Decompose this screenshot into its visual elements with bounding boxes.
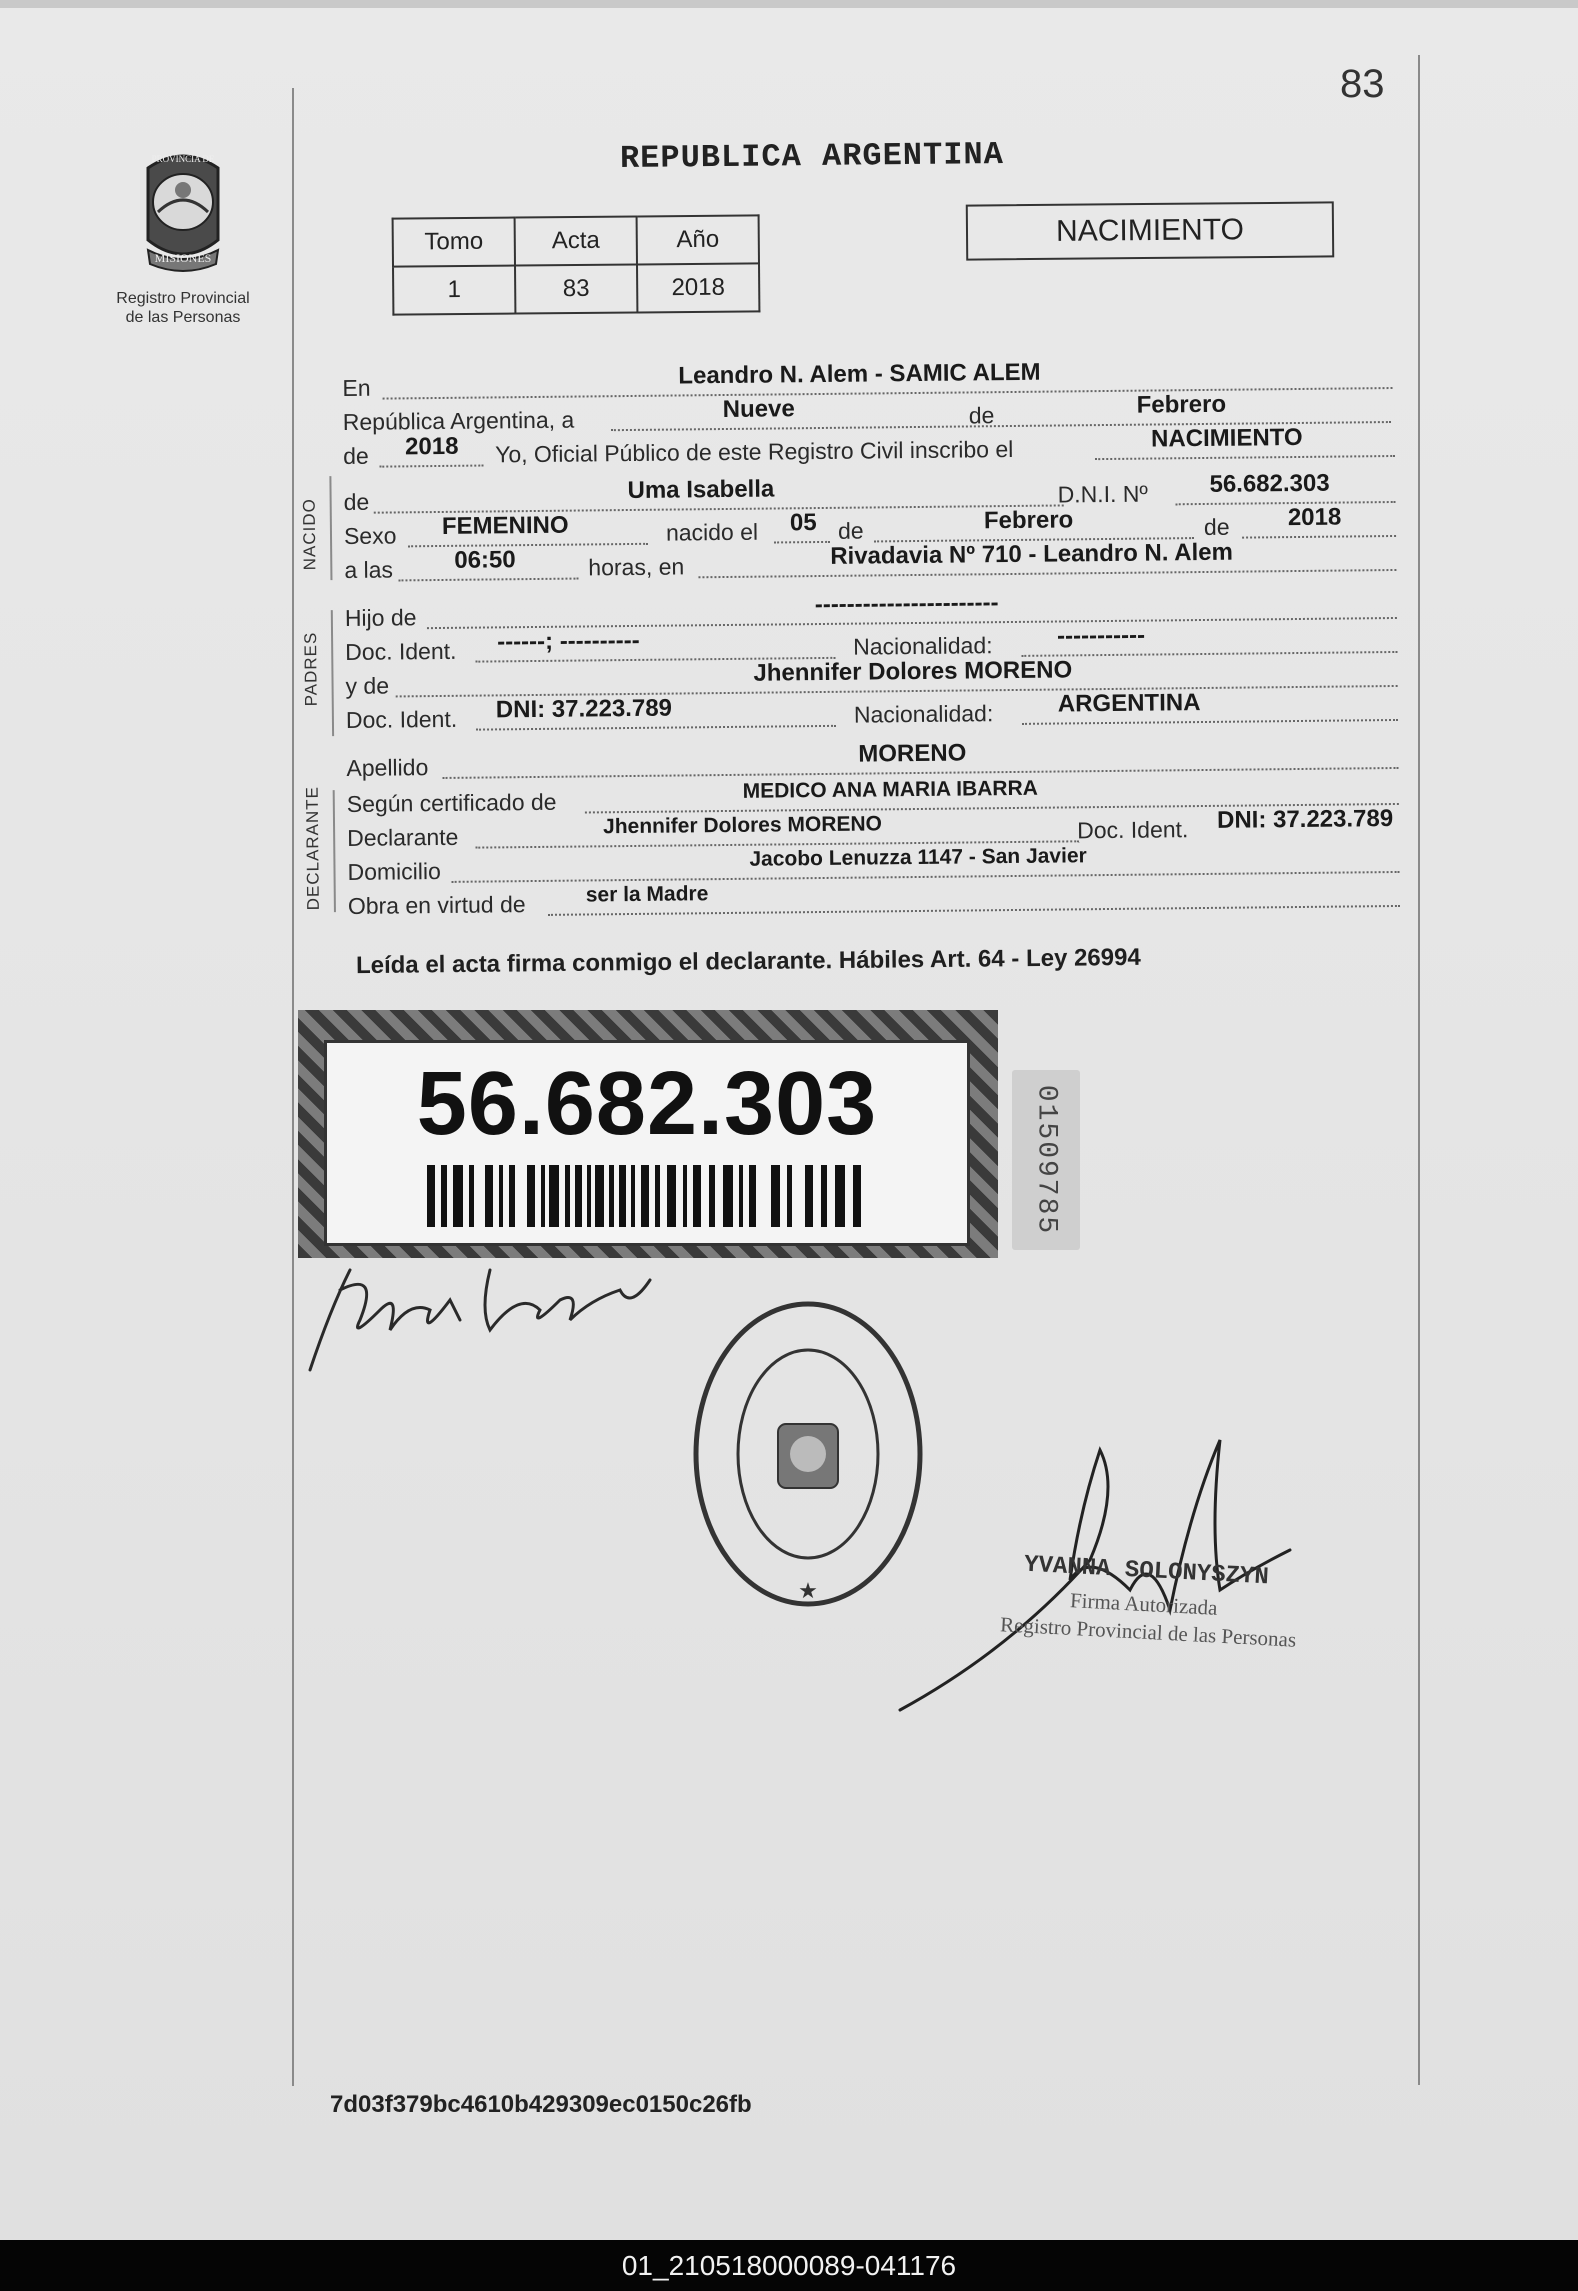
value-father-doc: ------; ---------- bbox=[496, 626, 640, 656]
label-yo: Yo, Oficial Público de este Registro Civil inscribo el bbox=[495, 435, 1014, 468]
label-en: En bbox=[342, 374, 371, 401]
label-declarante: Declarante bbox=[347, 823, 459, 851]
province-logo bbox=[108, 140, 258, 327]
value-dni: 56.682.303 bbox=[1209, 469, 1330, 498]
svg-text:★: ★ bbox=[798, 1578, 818, 1603]
label-de-name: de bbox=[343, 488, 370, 515]
dotted-line bbox=[1095, 455, 1395, 460]
table-header-tomo: Tomo bbox=[393, 218, 515, 267]
value-mother-nationality: ARGENTINA bbox=[1057, 689, 1201, 718]
value-declarant-doc: DNI: 37.223.789 bbox=[1216, 805, 1394, 834]
section-label-padres: PADRES bbox=[301, 631, 321, 707]
value-year: 2018 bbox=[404, 432, 459, 461]
value-month: Febrero bbox=[1136, 390, 1227, 419]
dotted-line bbox=[1176, 501, 1396, 505]
label-nacido: nacido el bbox=[665, 518, 759, 546]
label-apellido: Apellido bbox=[346, 754, 429, 781]
label-de-year: de bbox=[343, 442, 369, 469]
label-y-de: y de bbox=[345, 672, 390, 699]
label-de-byear: de bbox=[1203, 513, 1230, 540]
act-type-box: NACIMIENTO bbox=[966, 201, 1334, 260]
value-name: Uma Isabella bbox=[627, 475, 775, 505]
birth-record-form bbox=[299, 333, 1398, 919]
label-doc-ident: Doc. Ident. bbox=[345, 637, 457, 665]
table-value-acta: 83 bbox=[515, 264, 637, 313]
section-bar-declarante bbox=[333, 790, 336, 912]
declarant-signature-icon bbox=[290, 1250, 670, 1390]
dni-sticker bbox=[298, 1010, 998, 1258]
scan-footer-id: 01_210518000089-041176 bbox=[0, 2240, 1578, 2291]
document-title: REPUBLICA ARGENTINA bbox=[619, 135, 1005, 178]
official-role: Firma Autorizada bbox=[1069, 1588, 1219, 1620]
document-hash: 7d03f379bc4610b429309ec0150c26fb bbox=[330, 2091, 752, 2118]
value-place: Leandro N. Alem - SAMIC ALEM bbox=[678, 358, 1041, 390]
official-name: YVANNA SOLONYSZYN bbox=[1023, 1551, 1270, 1592]
section-bar-padres bbox=[331, 610, 334, 736]
dotted-line bbox=[774, 541, 830, 544]
serial-number: 01509785 bbox=[1030, 1084, 1062, 1236]
svg-text:MISIONES: MISIONES bbox=[154, 251, 212, 265]
table-header-acta: Acta bbox=[515, 216, 637, 265]
label-horas: horas, en bbox=[588, 553, 685, 581]
dotted-line bbox=[408, 543, 648, 548]
label-obra: Obra en virtud de bbox=[347, 891, 526, 919]
value-capacity: ser la Madre bbox=[585, 882, 709, 907]
dni-sticker-number: 56.682.303 bbox=[416, 1054, 878, 1154]
dotted-line bbox=[398, 578, 578, 582]
value-registration-type: NACIMIENTO bbox=[1150, 423, 1303, 453]
label-doc-ident-declarant: Doc. Ident. bbox=[1076, 816, 1189, 844]
value-certificate: MEDICO ANA MARIA IBARRA bbox=[742, 776, 1038, 803]
value-declarant: Jhennifer Dolores MORENO bbox=[602, 812, 883, 839]
value-father-nationality: ----------- bbox=[1056, 621, 1146, 650]
label-nacionalidad: Nacionalidad: bbox=[853, 632, 993, 660]
left-margin-line bbox=[292, 88, 294, 2086]
svg-text:PROVINCIA DE: PROVINCIA DE bbox=[151, 154, 215, 164]
right-margin-line bbox=[1418, 55, 1420, 2085]
value-surname: MORENO bbox=[858, 739, 967, 768]
label-de: de bbox=[968, 402, 995, 429]
legal-text: Leída el acta firma conmigo el declarante. Hábiles Art. 64 - Ley 26994 bbox=[355, 943, 1141, 980]
registry-table bbox=[392, 214, 761, 315]
label-doc-ident-mother: Doc. Ident. bbox=[345, 705, 458, 733]
label-domicilio: Domicilio bbox=[347, 857, 441, 885]
label-hijo-de: Hijo de bbox=[344, 604, 417, 631]
logo-caption-line1: Registro Provincial bbox=[116, 290, 250, 307]
form-row-mother-doc bbox=[345, 689, 1402, 736]
value-address: Jacobo Lenuzza 1147 - San Javier bbox=[749, 844, 1087, 871]
barcode-icon bbox=[427, 1165, 867, 1227]
value-birth-month: Febrero bbox=[983, 506, 1074, 535]
label-nacionalidad-mother: Nacionalidad: bbox=[853, 700, 994, 728]
label-de-month: de bbox=[837, 517, 864, 544]
label-republica: República Argentina, a bbox=[342, 406, 575, 435]
scan-edge bbox=[0, 0, 1578, 8]
value-sex: FEMENINO bbox=[441, 511, 569, 540]
province-seal-icon bbox=[118, 140, 248, 280]
page-number: 83 bbox=[1340, 62, 1385, 106]
value-mother-name: Jhennifer Dolores MORENO bbox=[753, 656, 1073, 687]
label-sexo: Sexo bbox=[343, 522, 397, 549]
label-segun: Según certificado de bbox=[346, 788, 557, 817]
value-day-words: Nueve bbox=[722, 395, 795, 424]
value-birth-place: Rivadavia Nº 710 - Leandro N. Alem bbox=[830, 538, 1234, 570]
table-value-ano: 2018 bbox=[637, 263, 759, 312]
logo-caption-line2: de las Personas bbox=[125, 309, 241, 326]
value-birth-time: 06:50 bbox=[454, 546, 516, 574]
value-birth-day: 05 bbox=[789, 509, 817, 537]
section-label-nacido: NACIDO bbox=[299, 498, 320, 571]
dotted-line bbox=[379, 465, 483, 468]
section-bar-nacido bbox=[329, 476, 332, 580]
label-a-las: a las bbox=[344, 556, 394, 583]
section-label-declarante: DECLARANTE bbox=[302, 785, 323, 911]
value-father-name: ----------------------- bbox=[814, 589, 999, 619]
value-birth-year: 2018 bbox=[1287, 503, 1342, 532]
dotted-line bbox=[1242, 535, 1396, 539]
table-header-ano: Año bbox=[637, 215, 759, 264]
label-dni: D.N.I. Nº bbox=[1057, 480, 1148, 508]
form-row-time bbox=[344, 538, 1400, 586]
table-value-tomo: 1 bbox=[393, 266, 515, 315]
dni-sticker-panel bbox=[324, 1040, 970, 1246]
value-mother-doc: DNI: 37.223.789 bbox=[495, 694, 673, 724]
official-org: Registro Provincial de las Personas bbox=[999, 1612, 1297, 1652]
